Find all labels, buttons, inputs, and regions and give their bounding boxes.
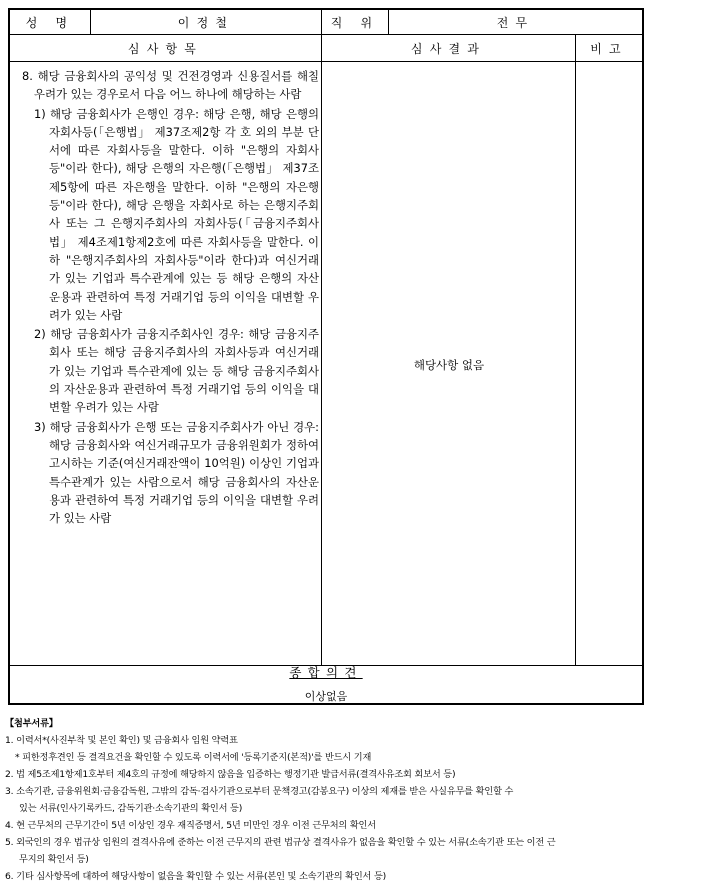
review-result: 해당사항 없음 (413, 358, 485, 372)
column-header-result: 심사결과 (410, 41, 487, 56)
attachment-note: * 피한정후견인 등 결격요건을 확인할 수 있도록 이력서에 '등록기준지(본적)'를 반드시 기재 (15, 752, 372, 763)
divider (8, 61, 644, 62)
divider (321, 34, 322, 666)
column-header-items: 심사항목 (127, 41, 204, 56)
name-label: 성 명 (25, 15, 75, 30)
review-item-text (22, 67, 319, 527)
attachment-item: 6. 기타 심사항목에 대하여 해당사항이 없음을 확인할 수 있는 서류(본인 및 소속기관의 확인서 등) (5, 871, 387, 882)
attachment-item: 5. 외국인의 경우 법규상 임원의 결격사유에 준하는 이전 근무지의 관련 법규상 결격사유가 없음을 확인할 수 있는 서류(소속기관 또는 이전 근 (5, 837, 556, 848)
summary-body: 이상없음 (304, 690, 348, 703)
attachment-item: 4. 현 근무처의 근무기간이 5년 이상인 경우 재직증명서, 5년 미만인 경우 이전 근무처의 확인서 (5, 820, 376, 831)
attachment-item: 1. 이력서*(사진부착 및 본인 확인) 및 금융회사 임원 약력표 (5, 735, 238, 746)
review-subitem-3: 3) 해당 금융회사가 은행 또는 금융지주회사가 아닌 경우: 해당 금융회사와 여신거래규모가 금융위원회가 정하여 고시하는 기준(여신거래잔액이 10억원) 이상인 기업과 특수관계가 있는 사람으로서 해당 금융회사의 자산운용과 관련하여 특정 거래기업 등의 이익을 대변할 우려가 있는 사람 (34, 419, 319, 526)
position-value: 전무 (496, 15, 535, 30)
attachment-item: 3. 소속기관, 금융위원회·금융감독원, 그밖의 감독·검사기관으로부터 문책경고(감봉요구) 이상의 제재를 받은 사실유무를 확인할 수 (5, 786, 514, 797)
summary-title (8, 663, 644, 681)
attachment-item: 2. 법 제5조제1항제1호부터 제4호의 규정에 해당하지 않음을 입증하는 행정기관 발급서류(결격사유조회 회보서 등) (5, 769, 456, 780)
attachment-item-continued: 무지의 확인서 등) (19, 854, 89, 865)
attachment-item-continued: 있는 서류(인사기록카드, 감독기관·소속기관의 확인서 등) (19, 803, 243, 814)
position-label: 직 위 (330, 15, 380, 30)
column-header-note: 비고 (590, 41, 628, 56)
review-item-8: 8. 해당 금융회사의 공익성 및 건전경영과 신용질서를 해칠 우려가 있는 경우로서 다음 어느 하나에 해당하는 사람 (22, 69, 319, 102)
review-subitem-1: 1) 해당 금융회사가 은행인 경우: 해당 은행, 해당 은행의 자회사등(「은행법」 제37조제2항 각 호 외의 부분 단서에 따른 자회사등을 말한다. 이하 "은행의 자회사등"이라 한다), 해당 은행의 자은행(「은행법」 제37조제5항에 따른 자은행을 말한다. 이하 "은행의 자은행등"이라 한다), 해당 은행을 자회사로 하는 은행지주회사 또는 그 은행지주회사의 자회사등(「금융지주회사법」 제4조제1항제2호에 따른 자회사등을 말한다. 이하 "은행지주회사의 자회사등"이라 한다)과 여신거래가 있는 기업과 특수관계에 있는 등 해당 은행의 자산운용과 관련하여 특정 거래기업 등의 이익을 대변할 우려가 있는 사람 (34, 106, 319, 322)
summary-title-text: 종합의견 (289, 665, 363, 680)
review-subitem-2: 2) 해당 금융회사가 금융지주회사인 경우: 해당 금융지주회사 또는 해당 금융지주회사의 자회사등과 여신거래가 있는 기업과 특수관계에 있는 등 해당 금융지주회사의 자산운용과 관련하여 특정 거래기업 등의 이익을 대변할 우려가 있는 사람 (34, 327, 319, 415)
attachments-heading: 【첨부서류】 (5, 718, 58, 729)
divider (575, 34, 576, 666)
name-value: 이정철 (177, 15, 235, 30)
attachments-section (5, 715, 717, 885)
